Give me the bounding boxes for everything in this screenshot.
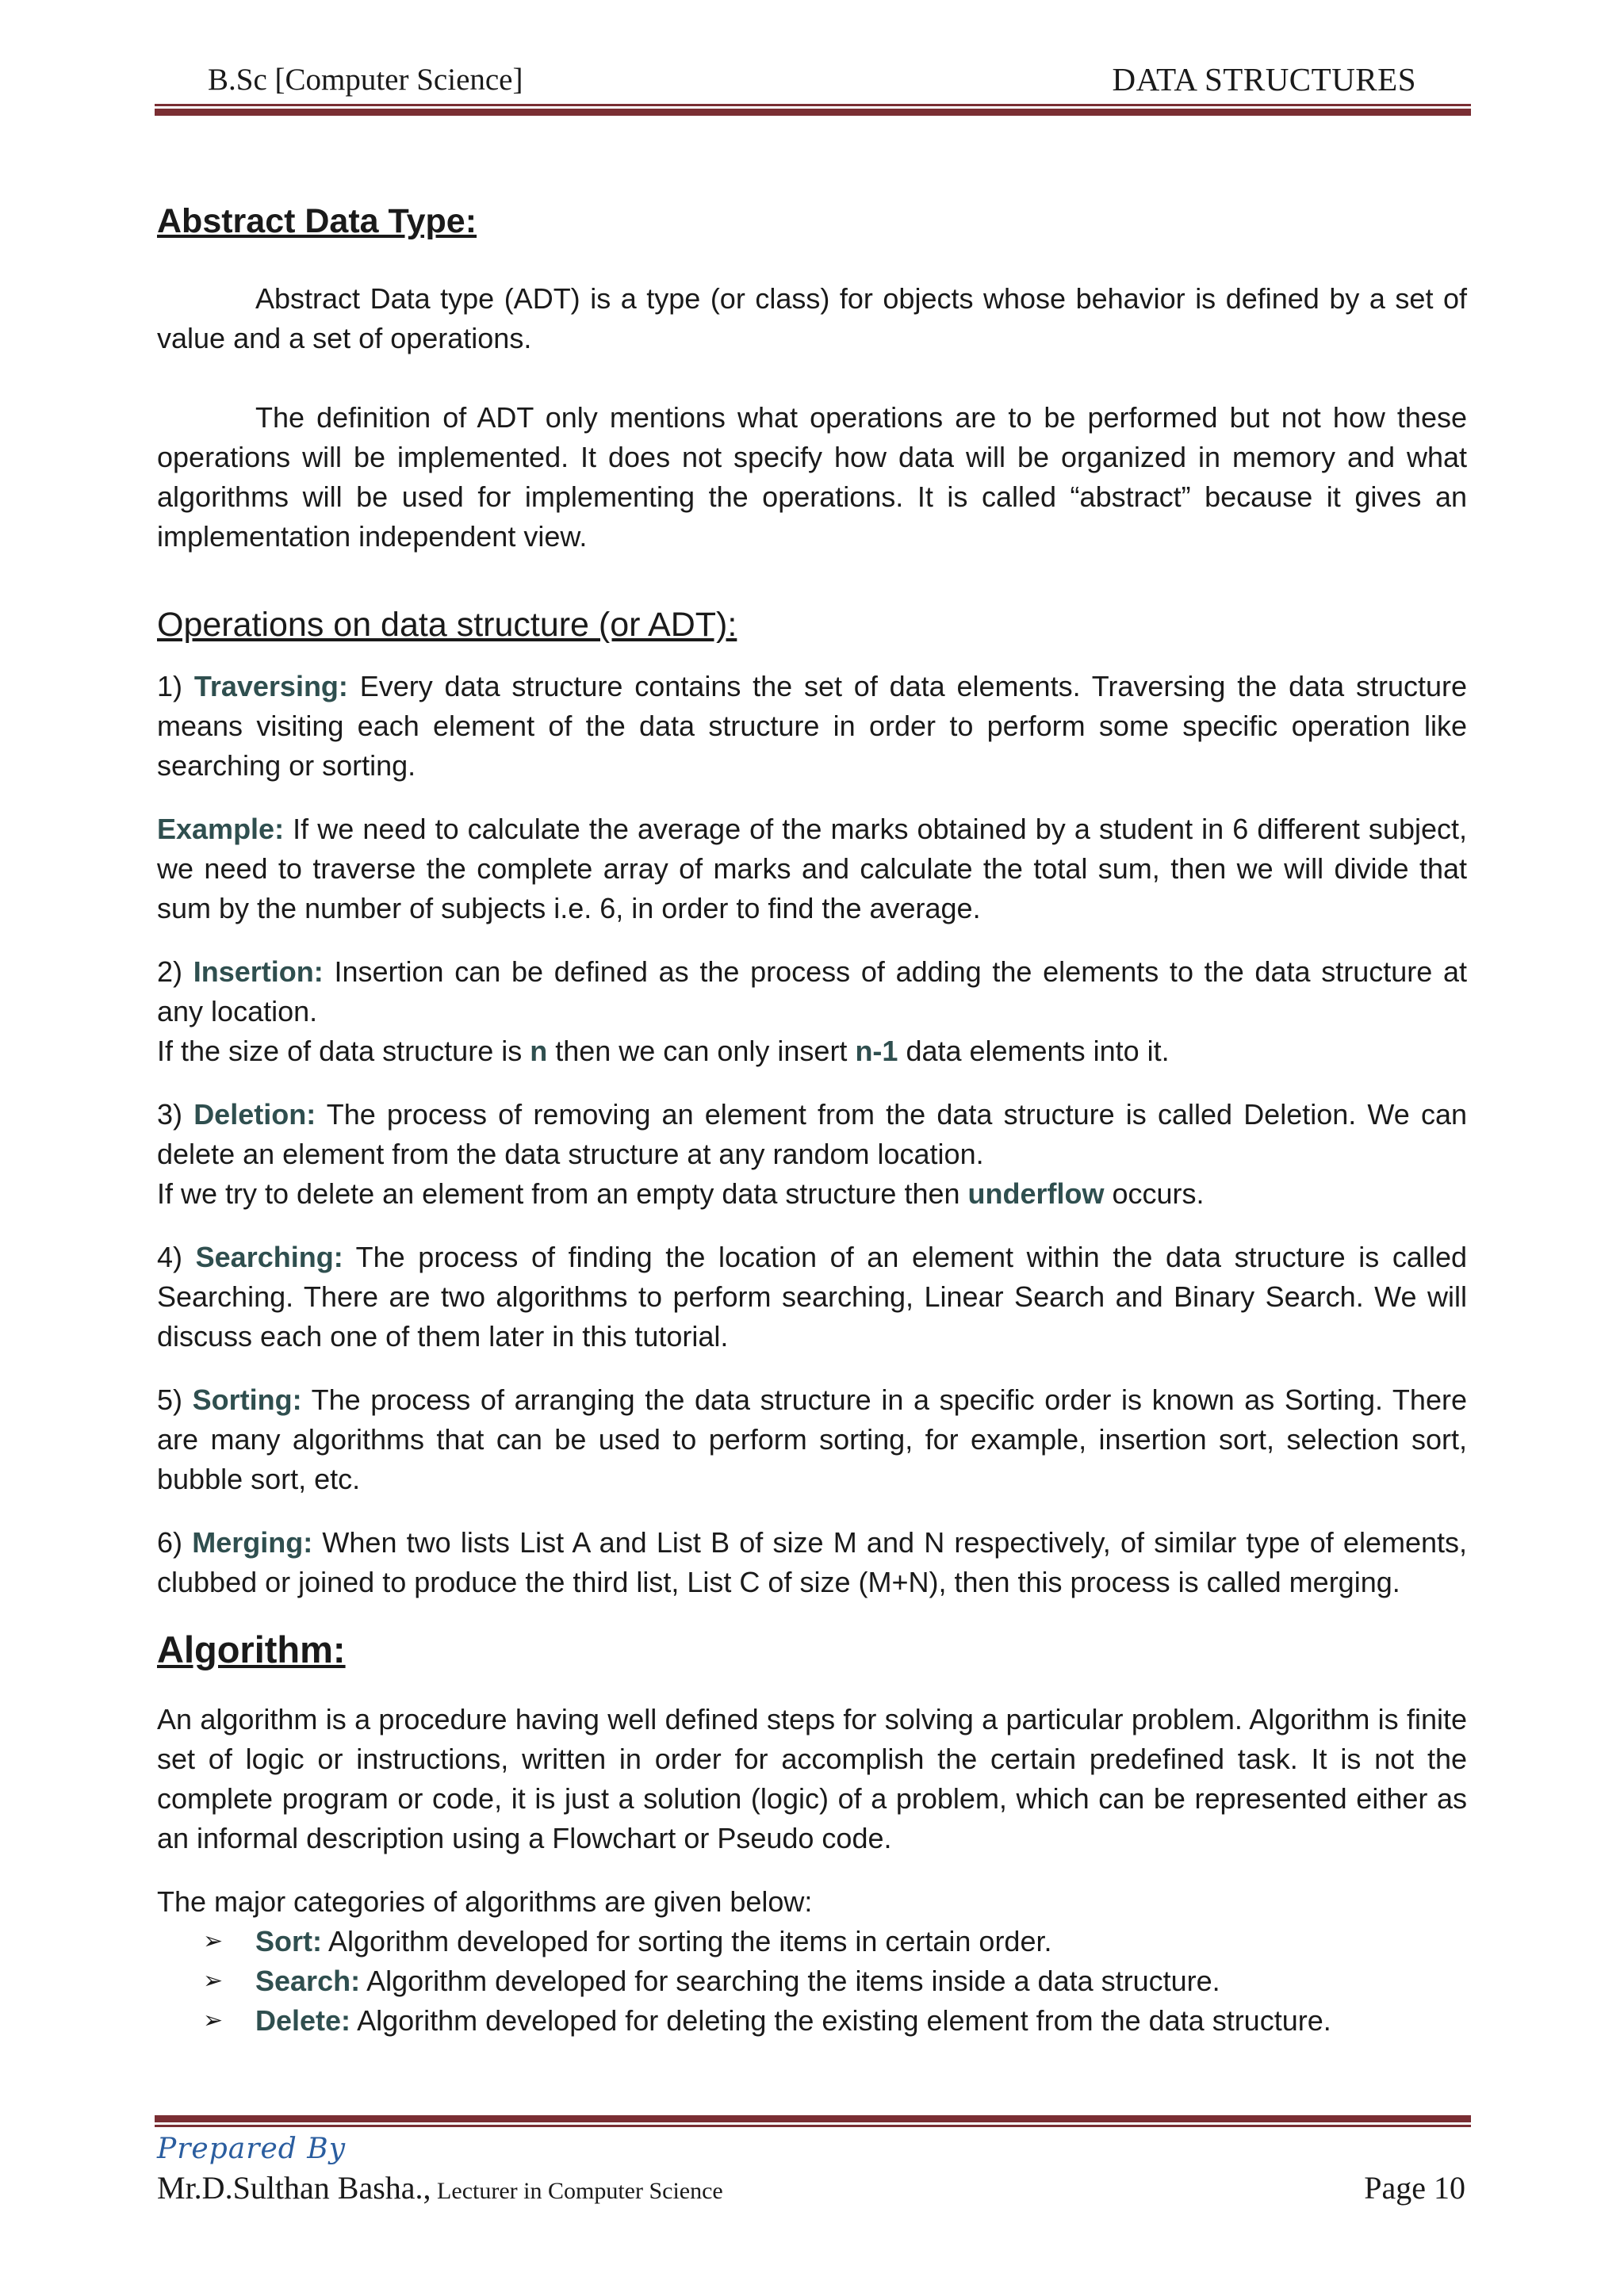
- operations-heading: Operations on data structure (or ADT):: [157, 606, 737, 644]
- adt-paragraph-2: The definition of ADT only mentions what operations are to be performed but not how these operations will be implemented. It does not specify how data will be organized in memory and what algorithms will be used for implementing the operations. It is called “abstract” because it gives an implementation independent view.: [157, 401, 1467, 553]
- header-rule-thin: [155, 104, 1471, 106]
- algorithm-categories-intro: The major categories of algorithms are given below:: [157, 1885, 813, 1918]
- op-traversing: [157, 667, 1467, 786]
- op-text: Insertion can be defined as the process of adding the elements to the data structure at any location.: [157, 955, 1467, 1027]
- page-number: Page 10: [1364, 2170, 1465, 2206]
- op-term: Insertion:: [193, 955, 324, 988]
- deletion-note: If we try to delete an element from an empty data structure then: [157, 1177, 968, 1210]
- deletion-note-b: occurs.: [1104, 1177, 1205, 1210]
- deletion-underflow: underflow: [967, 1177, 1105, 1210]
- op-text: The process of removing an element from the data structure is called Deletion. We can delete an element from the data structure at any random location.: [157, 1098, 1467, 1170]
- op-term: Traversing:: [193, 670, 348, 702]
- arrow-bullet-icon: ➢: [203, 1928, 224, 1954]
- op-text: When two lists List A and List B of size M and N respectively, of similar type of elements, clubbed or joined to produce the third list, List C of size (M+N), then this process is called merging.: [157, 1526, 1467, 1598]
- list-item: [157, 2001, 1467, 2041]
- footer-rule-thick: [155, 2115, 1471, 2122]
- author-name: Mr.D.Sulthan Basha.,: [157, 2170, 431, 2206]
- example-text: If we need to calculate the average of the marks obtained by a student in 6 different subject, we need to traverse the complete array of marks and calculate the total sum, then we will divide that sum by the number of subjects i.e. 6, in order to find the average.: [157, 813, 1467, 924]
- insertion-n: n: [530, 1035, 548, 1067]
- algorithm-heading: Algorithm:: [157, 1628, 346, 1670]
- insertion-note-c: data elements into it.: [898, 1035, 1170, 1067]
- footer-rule-thin: [155, 2125, 1471, 2127]
- op-number: 2): [157, 955, 183, 988]
- op-text: Every data structure contains the set of data elements. Traversing the data structure means visiting each element of the data structure in order to perform some specific operation like searching or sorting.: [157, 670, 1467, 782]
- algorithm-paragraph: An algorithm is a procedure having well defined steps for solving a particular problem. Algorithm is finite set of logic or instructions, written in order for accomplish the certain predefined task. It is not the complete program or code, it is just a solution (logic) of a problem, which can be represented either as an informal description using a Flowchart or Pseudo code.: [157, 1703, 1467, 1854]
- op-number: 6): [157, 1526, 183, 1559]
- category-text: Algorithm developed for sorting the items in certain order.: [322, 1925, 1052, 1957]
- op-term: Sorting:: [192, 1383, 302, 1416]
- arrow-bullet-icon: ➢: [203, 2007, 224, 2034]
- adt-paragraph-1: Abstract Data type (ADT) is a type (or class) for objects whose behavior is defined by a set of value and a set of operations.: [157, 282, 1467, 354]
- category-term: Sort:: [255, 1925, 322, 1957]
- arrow-bullet-icon: ➢: [203, 1968, 224, 1994]
- author-role: Lecturer in Computer Science: [431, 2178, 723, 2204]
- header-subject: DATA STRUCTURES: [1112, 61, 1416, 98]
- header-course: B.Sc [Computer Science]: [208, 63, 523, 97]
- algorithm-categories-list: [157, 1922, 1467, 2041]
- category-term: Search:: [255, 1965, 361, 1997]
- op-sorting: [157, 1380, 1467, 1499]
- insertion-n-minus-1: n-1: [855, 1035, 898, 1067]
- op-term: Merging:: [192, 1526, 313, 1559]
- op-merging: [157, 1523, 1467, 1602]
- insertion-note-b: then we can only insert: [547, 1035, 856, 1067]
- header-rule-thick: [155, 109, 1471, 116]
- op-number: 1): [157, 670, 183, 702]
- page-content: [157, 202, 1467, 2041]
- op-number: 3): [157, 1098, 183, 1131]
- op-deletion: [157, 1095, 1467, 1214]
- author: [157, 2169, 723, 2206]
- op-insertion: [157, 952, 1467, 1071]
- op-term: Deletion:: [193, 1098, 316, 1131]
- category-text: Algorithm developed for deleting the existing element from the data structure.: [350, 2004, 1331, 2037]
- adt-heading: Abstract Data Type:: [157, 202, 477, 240]
- op-text: The process of finding the location of an element within the data structure is called Searching. There are two algorithms to perform searching, Linear Search and Binary Search. We will discuss each one of them later in this tutorial.: [157, 1241, 1467, 1353]
- list-item: [157, 1922, 1467, 1961]
- insertion-note: If the size of data structure is: [157, 1035, 530, 1067]
- op-number: 5): [157, 1383, 183, 1416]
- category-term: Delete:: [255, 2004, 351, 2037]
- op-searching: [157, 1238, 1467, 1357]
- op-term: Searching:: [195, 1241, 343, 1273]
- example-term: Example:: [157, 813, 285, 845]
- op-text: The process of arranging the data structure in a specific order is known as Sorting. There are many algorithms that can be used to perform sorting, for example, insertion sort, selection sort, bubble sort, etc.: [157, 1383, 1467, 1495]
- category-text: Algorithm developed for searching the items inside a data structure.: [360, 1965, 1220, 1997]
- prepared-by: Prepared By: [157, 2133, 347, 2165]
- op-example: [157, 809, 1467, 928]
- list-item: [157, 1961, 1467, 2001]
- op-number: 4): [157, 1241, 183, 1273]
